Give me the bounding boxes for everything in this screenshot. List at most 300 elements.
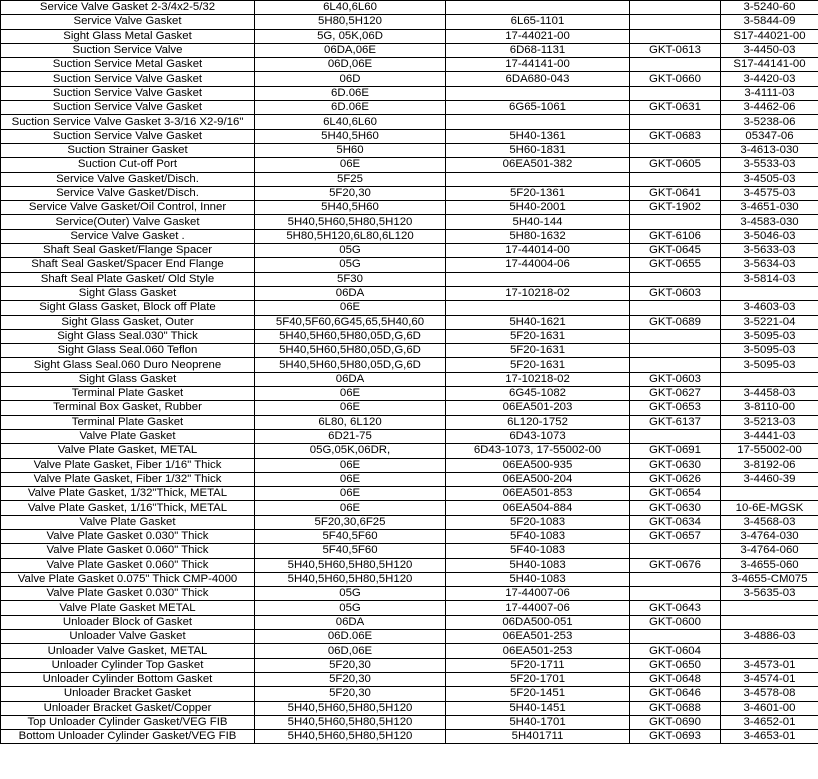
description-cell: Suction Service Valve Gasket 3-3/16 X2-9/16" — [1, 115, 255, 129]
part-number-cell: 3-8110-00 — [721, 401, 818, 415]
oem-part-number-cell: 06EA501-382 — [446, 158, 630, 172]
part-number-cell — [721, 487, 818, 501]
gasket-kit-number-cell — [630, 587, 721, 601]
table-row — [1, 101, 818, 115]
part-number-cell: 3-4573-01 — [721, 658, 818, 672]
oem-part-number-cell: 5H40-1451 — [446, 701, 630, 715]
description-cell: Suction Service Valve Gasket — [1, 72, 255, 86]
oem-part-number-cell: 17-44007-06 — [446, 601, 630, 615]
part-number-cell: 3-5533-03 — [721, 158, 818, 172]
table-row — [1, 115, 818, 129]
gasket-kit-number-cell — [630, 29, 721, 43]
gasket-kit-number-cell — [630, 172, 721, 186]
part-number-cell: 3-5095-03 — [721, 329, 818, 343]
oem-part-number-cell: 5H40-1083 — [446, 558, 630, 572]
gasket-kit-number-cell — [630, 329, 721, 343]
gasket-kit-number-cell: GKT-0605 — [630, 158, 721, 172]
compressor-model-cell: 06DA,06E — [255, 43, 446, 57]
compressor-model-cell: 5H40,5H60,5H80,5H120 — [255, 730, 446, 744]
compressor-model-cell: 5F20,30 — [255, 672, 446, 686]
table-row — [1, 329, 818, 343]
compressor-model-cell: 05G — [255, 601, 446, 615]
compressor-model-cell: 05G — [255, 258, 446, 272]
table-row — [1, 186, 818, 200]
compressor-model-cell: 5H40,5H60,5H80,5H120 — [255, 715, 446, 729]
table-row — [1, 244, 818, 258]
table-row — [1, 587, 818, 601]
table-row — [1, 487, 818, 501]
oem-part-number-cell: 5F20-1701 — [446, 672, 630, 686]
compressor-model-cell: 6L40,6L60 — [255, 1, 446, 15]
gasket-kit-number-cell: GKT-0626 — [630, 472, 721, 486]
gasket-kit-number-cell — [630, 272, 721, 286]
table-row — [1, 358, 818, 372]
compressor-model-cell: 5F40,5F60 — [255, 544, 446, 558]
oem-part-number-cell: 6D43-1073, 17-55002-00 — [446, 444, 630, 458]
description-cell: Top Unloader Cylinder Gasket/VEG FIB — [1, 715, 255, 729]
table-row — [1, 286, 818, 300]
table-row — [1, 15, 818, 29]
part-number-cell: 3-4420-03 — [721, 72, 818, 86]
gasket-kit-number-cell — [630, 115, 721, 129]
gasket-kit-number-cell: GKT-0660 — [630, 72, 721, 86]
compressor-model-cell: 5F40,5F60,6G45,65,5H40,60 — [255, 315, 446, 329]
part-number-cell: 3-5633-03 — [721, 244, 818, 258]
compressor-model-cell: 06DA — [255, 372, 446, 386]
part-number-cell: 3-5095-03 — [721, 344, 818, 358]
description-cell: Suction Cut-off Port — [1, 158, 255, 172]
compressor-model-cell: 6L80, 6L120 — [255, 415, 446, 429]
description-cell: Suction Service Metal Gasket — [1, 58, 255, 72]
part-number-cell: 3-4111-03 — [721, 86, 818, 100]
gasket-kit-number-cell: GKT-0657 — [630, 529, 721, 543]
gasket-kit-number-cell — [630, 215, 721, 229]
oem-part-number-cell: 5H40-1621 — [446, 315, 630, 329]
part-number-cell: 3-8192-06 — [721, 458, 818, 472]
gasket-kit-number-cell: GKT-0690 — [630, 715, 721, 729]
gasket-kit-number-cell: GKT-0641 — [630, 186, 721, 200]
table-row — [1, 315, 818, 329]
oem-part-number-cell: 17-44007-06 — [446, 587, 630, 601]
gasket-kit-number-cell — [630, 58, 721, 72]
oem-part-number-cell: 5H401711 — [446, 730, 630, 744]
oem-part-number-cell: 06EA501-253 — [446, 644, 630, 658]
part-number-cell: 3-4460-39 — [721, 472, 818, 486]
table-row — [1, 544, 818, 558]
oem-part-number-cell: 5F20-1361 — [446, 186, 630, 200]
compressor-model-cell: 6D.06E — [255, 101, 446, 115]
description-cell: Service Valve Gasket 2-3/4x2-5/32 — [1, 1, 255, 15]
description-cell: Terminal Plate Gasket — [1, 415, 255, 429]
table-row — [1, 415, 818, 429]
table-row — [1, 229, 818, 243]
compressor-model-cell: 06DA — [255, 615, 446, 629]
gasket-kit-number-cell — [630, 143, 721, 157]
description-cell: Sight Glass Seal.030" Thick — [1, 329, 255, 343]
description-cell: Unloader Bracket Gasket/Copper — [1, 701, 255, 715]
part-number-cell: 3-5844-09 — [721, 15, 818, 29]
oem-part-number-cell: 17-44014-00 — [446, 244, 630, 258]
part-number-cell: 10-6E-MGSK — [721, 501, 818, 515]
description-cell: Valve Plate Gasket — [1, 429, 255, 443]
table-row — [1, 43, 818, 57]
gasket-kit-number-cell: GKT-0604 — [630, 644, 721, 658]
compressor-model-cell: 5H60 — [255, 143, 446, 157]
table-row — [1, 558, 818, 572]
part-number-cell: 3-4505-03 — [721, 172, 818, 186]
table-row — [1, 301, 818, 315]
compressor-model-cell: 5F20,30 — [255, 658, 446, 672]
part-number-cell — [721, 372, 818, 386]
table-row — [1, 644, 818, 658]
table-row — [1, 1, 818, 15]
part-number-cell: 3-5634-03 — [721, 258, 818, 272]
oem-part-number-cell: 5H80-1632 — [446, 229, 630, 243]
table-row — [1, 458, 818, 472]
oem-part-number-cell: 5F40-1083 — [446, 529, 630, 543]
part-number-cell: 3-4655-CM075 — [721, 572, 818, 586]
gasket-kit-number-cell: GKT-0650 — [630, 658, 721, 672]
part-number-cell: 3-5046-03 — [721, 229, 818, 243]
compressor-model-cell: 6D21-75 — [255, 429, 446, 443]
compressor-model-cell: 5H80,5H120,6L80,6L120 — [255, 229, 446, 243]
compressor-model-cell: 5H40,5H60,5H80,5H120 — [255, 572, 446, 586]
description-cell: Sight Glass Gasket, Outer — [1, 315, 255, 329]
part-number-cell: 3-4764-030 — [721, 529, 818, 543]
compressor-model-cell: 06E — [255, 158, 446, 172]
part-number-cell: 3-5095-03 — [721, 358, 818, 372]
table-row — [1, 201, 818, 215]
gasket-kit-number-cell: GKT-0688 — [630, 701, 721, 715]
description-cell: Terminal Plate Gasket — [1, 387, 255, 401]
compressor-model-cell: 5H40,5H60,5H80,05D,G,6D — [255, 344, 446, 358]
description-cell: Unloader Cylinder Top Gasket — [1, 658, 255, 672]
compressor-model-cell: 5F20,30 — [255, 687, 446, 701]
part-number-cell: 3-4652-01 — [721, 715, 818, 729]
table-row — [1, 444, 818, 458]
description-cell: Valve Plate Gasket 0.030" Thick — [1, 587, 255, 601]
part-number-cell: 3-4603-03 — [721, 301, 818, 315]
description-cell: Shaft Seal Gasket/Spacer End Flange — [1, 258, 255, 272]
part-number-cell: S17-44141-00 — [721, 58, 818, 72]
gasket-kit-number-cell: GKT-0613 — [630, 43, 721, 57]
compressor-model-cell: 5F20,30,6F25 — [255, 515, 446, 529]
compressor-model-cell: 06E — [255, 301, 446, 315]
part-number-cell: 3-5814-03 — [721, 272, 818, 286]
part-number-cell — [721, 644, 818, 658]
oem-part-number-cell: 6L65-1101 — [446, 15, 630, 29]
gasket-kit-number-cell: GKT-0634 — [630, 515, 721, 529]
description-cell: Sight Glass Gasket — [1, 286, 255, 300]
gasket-kit-number-cell — [630, 301, 721, 315]
description-cell: Terminal Box Gasket, Rubber — [1, 401, 255, 415]
compressor-model-cell: 05G — [255, 244, 446, 258]
table-row — [1, 272, 818, 286]
compressor-model-cell: 06D,06E — [255, 58, 446, 72]
description-cell: Service Valve Gasket/Disch. — [1, 186, 255, 200]
part-number-cell: 3-4613-030 — [721, 143, 818, 157]
oem-part-number-cell: 06EA501-853 — [446, 487, 630, 501]
oem-part-number-cell: 06EA504-884 — [446, 501, 630, 515]
part-number-cell: S17-44021-00 — [721, 29, 818, 43]
part-number-cell: 3-4886-03 — [721, 630, 818, 644]
gasket-kit-number-cell: GKT-0603 — [630, 286, 721, 300]
gasket-kit-number-cell: GKT-0643 — [630, 601, 721, 615]
oem-part-number-cell: 6G45-1082 — [446, 387, 630, 401]
compressor-model-cell: 6D.06E — [255, 86, 446, 100]
table-row — [1, 158, 818, 172]
part-number-cell: 3-4458-03 — [721, 387, 818, 401]
oem-part-number-cell: 06EA500-935 — [446, 458, 630, 472]
oem-part-number-cell: 17-44004-06 — [446, 258, 630, 272]
part-number-cell: 3-4601-00 — [721, 701, 818, 715]
oem-part-number-cell — [446, 172, 630, 186]
oem-part-number-cell — [446, 272, 630, 286]
description-cell: Service Valve Gasket — [1, 15, 255, 29]
oem-part-number-cell: 5F40-1083 — [446, 544, 630, 558]
part-number-cell: 3-4764-060 — [721, 544, 818, 558]
part-number-cell: 3-4575-03 — [721, 186, 818, 200]
gasket-kit-number-cell: GKT-1902 — [630, 201, 721, 215]
table-row — [1, 372, 818, 386]
gasket-kit-number-cell: GKT-0600 — [630, 615, 721, 629]
part-number-cell: 3-4462-06 — [721, 101, 818, 115]
table-row — [1, 258, 818, 272]
part-number-cell: 3-4568-03 — [721, 515, 818, 529]
oem-part-number-cell: 5F20-1451 — [446, 687, 630, 701]
table-row — [1, 29, 818, 43]
oem-part-number-cell — [446, 1, 630, 15]
part-number-cell: 3-5635-03 — [721, 587, 818, 601]
gasket-kit-number-cell: GKT-6106 — [630, 229, 721, 243]
part-number-cell: 3-4441-03 — [721, 429, 818, 443]
description-cell: Valve Plate Gasket 0.060" Thick — [1, 558, 255, 572]
table-row — [1, 401, 818, 415]
description-cell: Suction Service Valve — [1, 43, 255, 57]
description-cell: Valve Plate Gasket, 1/16"Thick, METAL — [1, 501, 255, 515]
gasket-kit-number-cell — [630, 344, 721, 358]
table-row — [1, 143, 818, 157]
gasket-kit-number-cell — [630, 15, 721, 29]
gasket-kit-number-cell — [630, 1, 721, 15]
compressor-model-cell: 5H40,5H60,5H80,5H120 — [255, 558, 446, 572]
description-cell: Sight Glass Gasket, Block off Plate — [1, 301, 255, 315]
part-number-cell: 3-4578-08 — [721, 687, 818, 701]
description-cell: Suction Service Valve Gasket — [1, 86, 255, 100]
description-cell: Service Valve Gasket/Oil Control, Inner — [1, 201, 255, 215]
description-cell: Valve Plate Gasket, 1/32"Thick, METAL — [1, 487, 255, 501]
oem-part-number-cell: 6DA680-043 — [446, 72, 630, 86]
compressor-model-cell: 5H40,5H60,5H80,05D,G,6D — [255, 329, 446, 343]
table-row — [1, 701, 818, 715]
description-cell: Unloader Valve Gasket, METAL — [1, 644, 255, 658]
compressor-model-cell: 05G,05K,06DR, — [255, 444, 446, 458]
description-cell: Service(Outer) Valve Gasket — [1, 215, 255, 229]
table-row — [1, 86, 818, 100]
description-cell: Valve Plate Gasket METAL — [1, 601, 255, 615]
oem-part-number-cell: 6G65-1061 — [446, 101, 630, 115]
compressor-model-cell: 06E — [255, 487, 446, 501]
oem-part-number-cell: 6L120-1752 — [446, 415, 630, 429]
gasket-kit-number-cell: GKT-0630 — [630, 501, 721, 515]
table-row — [1, 129, 818, 143]
table-row — [1, 344, 818, 358]
table-row — [1, 601, 818, 615]
table-row — [1, 615, 818, 629]
oem-part-number-cell: 17-10218-02 — [446, 372, 630, 386]
compressor-model-cell: 5H40,5H60,5H80,5H120 — [255, 215, 446, 229]
oem-part-number-cell: 5H40-2001 — [446, 201, 630, 215]
oem-part-number-cell — [446, 301, 630, 315]
description-cell: Valve Plate Gasket, METAL — [1, 444, 255, 458]
compressor-model-cell: 06E — [255, 387, 446, 401]
gasket-kit-number-cell — [630, 358, 721, 372]
description-cell: Unloader Block of Gasket — [1, 615, 255, 629]
table-row — [1, 387, 818, 401]
compressor-model-cell: 5F40,5F60 — [255, 529, 446, 543]
part-number-cell: 3-4583-030 — [721, 215, 818, 229]
compressor-model-cell: 06E — [255, 472, 446, 486]
table-row — [1, 501, 818, 515]
oem-part-number-cell: 06DA500-051 — [446, 615, 630, 629]
oem-part-number-cell: 17-44141-00 — [446, 58, 630, 72]
part-number-cell: 3-4655-060 — [721, 558, 818, 572]
compressor-model-cell: 5H80,5H120 — [255, 15, 446, 29]
compressor-model-cell: 5F20,30 — [255, 186, 446, 200]
table-row — [1, 58, 818, 72]
table-row — [1, 687, 818, 701]
description-cell: Valve Plate Gasket, Fiber 1/32" Thick — [1, 472, 255, 486]
table-row — [1, 572, 818, 586]
table-row — [1, 72, 818, 86]
description-cell: Valve Plate Gasket, Fiber 1/16" Thick — [1, 458, 255, 472]
gasket-kit-number-cell: GKT-6137 — [630, 415, 721, 429]
oem-part-number-cell: 5H40-1701 — [446, 715, 630, 729]
gasket-kit-number-cell: GKT-0603 — [630, 372, 721, 386]
gasket-kit-number-cell: GKT-0653 — [630, 401, 721, 415]
compressor-model-cell: 5G, 05K,06D — [255, 29, 446, 43]
gasket-kit-number-cell: GKT-0654 — [630, 487, 721, 501]
table-row — [1, 730, 818, 744]
table-row — [1, 172, 818, 186]
gasket-kit-number-cell: GKT-0655 — [630, 258, 721, 272]
gasket-kit-number-cell — [630, 572, 721, 586]
oem-part-number-cell: 5H60-1831 — [446, 143, 630, 157]
part-number-cell: 17-55002-00 — [721, 444, 818, 458]
description-cell: Shaft Seal Gasket/Flange Spacer — [1, 244, 255, 258]
gasket-kit-number-cell: GKT-0691 — [630, 444, 721, 458]
oem-part-number-cell: 5F20-1711 — [446, 658, 630, 672]
description-cell: Suction Strainer Gasket — [1, 143, 255, 157]
part-number-cell: 3-5240-60 — [721, 1, 818, 15]
oem-part-number-cell: 06EA501-253 — [446, 630, 630, 644]
compressor-model-cell: 5H40,5H60 — [255, 201, 446, 215]
oem-part-number-cell — [446, 86, 630, 100]
oem-part-number-cell: 6D68-1131 — [446, 43, 630, 57]
description-cell: Unloader Bracket Gasket — [1, 687, 255, 701]
oem-part-number-cell: 06EA500-204 — [446, 472, 630, 486]
oem-part-number-cell: 5F20-1631 — [446, 329, 630, 343]
compressor-model-cell: 05G — [255, 587, 446, 601]
description-cell: Unloader Cylinder Bottom Gasket — [1, 672, 255, 686]
gasket-kit-number-cell: GKT-0631 — [630, 101, 721, 115]
gasket-kit-number-cell: GKT-0630 — [630, 458, 721, 472]
compressor-model-cell: 5H40,5H60,5H80,05D,G,6D — [255, 358, 446, 372]
table-row — [1, 472, 818, 486]
description-cell: Valve Plate Gasket 0.060" Thick — [1, 544, 255, 558]
part-number-cell: 3-5238-06 — [721, 115, 818, 129]
description-cell: Suction Service Valve Gasket — [1, 101, 255, 115]
compressor-model-cell: 06E — [255, 458, 446, 472]
description-cell: Unloader Valve Gasket — [1, 630, 255, 644]
compressor-model-cell: 06E — [255, 401, 446, 415]
description-cell: Bottom Unloader Cylinder Gasket/VEG FIB — [1, 730, 255, 744]
table-row — [1, 630, 818, 644]
compressor-model-cell: 6L40,6L60 — [255, 115, 446, 129]
gasket-kit-number-cell — [630, 544, 721, 558]
oem-part-number-cell: 5F20-1631 — [446, 344, 630, 358]
gasket-kit-number-cell: GKT-0693 — [630, 730, 721, 744]
table-row — [1, 715, 818, 729]
oem-part-number-cell: 5F20-1083 — [446, 515, 630, 529]
part-number-cell: 3-5213-03 — [721, 415, 818, 429]
part-number-cell — [721, 601, 818, 615]
compressor-model-cell: 5F25 — [255, 172, 446, 186]
description-cell: Shaft Seal Plate Gasket/ Old Style — [1, 272, 255, 286]
part-number-cell: 3-5221-04 — [721, 315, 818, 329]
table-row — [1, 529, 818, 543]
oem-part-number-cell: 5H40-1083 — [446, 572, 630, 586]
part-number-cell: 05347-06 — [721, 129, 818, 143]
oem-part-number-cell: 17-10218-02 — [446, 286, 630, 300]
oem-part-number-cell: 5H40-144 — [446, 215, 630, 229]
gasket-kit-number-cell: GKT-0683 — [630, 129, 721, 143]
oem-part-number-cell: 06EA501-203 — [446, 401, 630, 415]
description-cell: Service Valve Gasket . — [1, 229, 255, 243]
gasket-kit-number-cell: GKT-0676 — [630, 558, 721, 572]
part-number-cell: 3-4574-01 — [721, 672, 818, 686]
part-number-cell: 3-4651-030 — [721, 201, 818, 215]
description-cell: Sight Glass Seal.060 Teflon — [1, 344, 255, 358]
description-cell: Service Valve Gasket/Disch. — [1, 172, 255, 186]
gasket-kit-number-cell — [630, 630, 721, 644]
gasket-kit-number-cell: GKT-0627 — [630, 387, 721, 401]
compressor-model-cell: 5H40,5H60 — [255, 129, 446, 143]
gasket-kit-number-cell: GKT-0645 — [630, 244, 721, 258]
part-number-cell — [721, 615, 818, 629]
table-row — [1, 658, 818, 672]
oem-part-number-cell: 6D43-1073 — [446, 429, 630, 443]
oem-part-number-cell — [446, 115, 630, 129]
compressor-model-cell: 06DA — [255, 286, 446, 300]
description-cell: Suction Service Valve Gasket — [1, 129, 255, 143]
compressor-model-cell: 06D,06E — [255, 644, 446, 658]
description-cell: Sight Glass Seal.060 Duro Neoprene — [1, 358, 255, 372]
table-row — [1, 215, 818, 229]
oem-part-number-cell: 5F20-1631 — [446, 358, 630, 372]
gasket-kit-number-cell — [630, 86, 721, 100]
oem-part-number-cell: 17-44021-00 — [446, 29, 630, 43]
gasket-kit-number-cell: GKT-0648 — [630, 672, 721, 686]
part-number-cell: 3-4653-01 — [721, 730, 818, 744]
gasket-kit-number-cell: GKT-0646 — [630, 687, 721, 701]
table-row — [1, 515, 818, 529]
description-cell: Valve Plate Gasket 0.075" Thick CMP-4000 — [1, 572, 255, 586]
compressor-model-cell: 06D.06E — [255, 630, 446, 644]
compressor-model-cell: 5H40,5H60,5H80,5H120 — [255, 701, 446, 715]
gasket-kit-number-cell — [630, 429, 721, 443]
compressor-model-cell: 06D — [255, 72, 446, 86]
